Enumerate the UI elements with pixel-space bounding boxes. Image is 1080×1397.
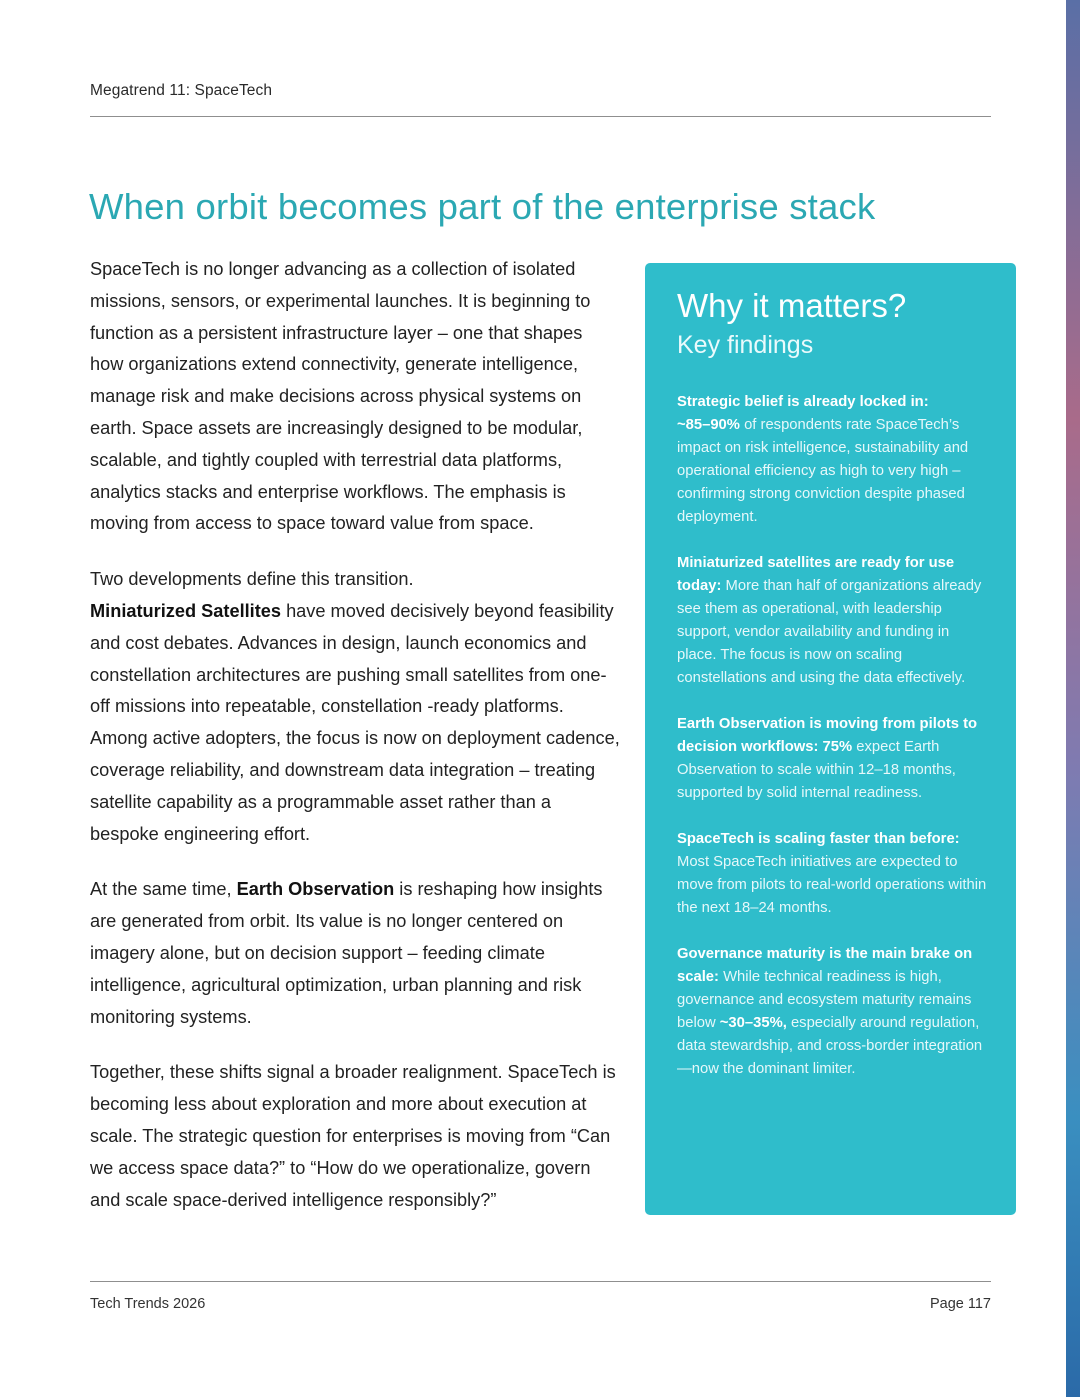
finding-item [677,552,992,690]
finding-lead: Governance maturity is the main brake on scale: [677,946,973,985]
key-findings-panel [645,263,1016,1215]
decorative-edge-strip [1066,0,1080,1397]
finding-text: More than half of organizations already see them as operational, with leadership support, vendor availability and funding in place. The focus is now on scaling constellations and using the data effectively. [677,578,982,686]
finding-lead: Earth Observation is moving from pilots to decision workflows: [677,716,978,755]
finding-text: Most SpaceTech initiatives are expected to move from pilots to real-world operations within the next 18–24 months. [677,854,987,916]
finding-item [677,828,992,920]
paragraph-conclusion: Together, these shifts signal a broader realignment. SpaceTech is becoming less about exploration and more about execution at scale. The strategic question for enterprises is moving from “Can we access space data?” to “How do we operationalize, govern and scale space-derived intelligence responsibly?” [90,1062,616,1210]
finding-text: expect Earth Observation to scale within 12–18 months, supported by solid internal readiness. [677,739,956,801]
footer-publication-title: Tech Trends 2026 [90,1296,206,1312]
header-divider [90,116,991,117]
finding-stat: ~85–90% [677,417,740,433]
page-title: When orbit becomes part of the enterprise stack [89,186,876,227]
finding-text: of respondents rate SpaceTech’s impact on risk intelligence, sustainability and operational efficiency as high to very high – confirming strong conviction despite phased deployment. [677,417,969,525]
paragraph-text: have moved decisively beyond feasibility and cost debates. Advances in design, launch economics and constellation architectures are pushing small satellites from one-off missions into repeatable, constellation -ready platforms. Among active adopters, the focus is now on deployment cadence, coverage reliability, and downstream data integration – treating satellite capability as a programmable asset rather than a bespoke engineering effort. [90,600,620,844]
body-text-column [90,254,620,1240]
findings-list [677,391,992,1081]
finding-lead: Strategic belief is already locked in: [677,394,929,410]
panel-subtitle: Key findings [677,331,814,359]
finding-text: While technical readiness is high, governance and ecosystem maturity remains below [677,969,972,1031]
finding-lead: SpaceTech is scaling faster than before: [677,831,960,847]
paragraph-miniaturized-satellites [90,564,620,850]
paragraph-text: At the same time, [90,879,237,900]
panel-title: Why it matters? [677,287,907,324]
finding-item [677,943,992,1081]
term-miniaturized-satellites: Miniaturized Satellites [90,600,282,621]
running-head: Megatrend 11: SpaceTech [90,82,273,99]
finding-stat: ~30–35%, [719,1015,787,1031]
footer-divider [90,1281,991,1282]
finding-text: especially around regulation, data stewardship, and cross-border integration—now the dominant limiter. [677,1015,983,1077]
paragraph-intro: SpaceTech is no longer advancing as a collection of isolated missions, sensors, or experimental launches. It is beginning to function as a persistent infrastructure layer – one that shapes how organizations extend connectivity, generate intelligence, manage risk and make decisions across physical systems on earth. Space assets are increasingly designed to be modular, scalable, and tightly coupled with terrestrial data platforms, analytics stacks and enterprise workflows. The emphasis is moving from access to space toward value from space. [90,259,591,534]
finding-item [677,713,992,805]
term-earth-observation: Earth Observation [236,879,395,900]
paragraph-text: is reshaping how insights are generated from orbit. Its value is no longer centered on imagery alone, but on decision support – feeding climate intelligence, agricultural optimization, urban planning and risk monitoring systems. [90,879,603,1027]
finding-stat: 75% [822,739,853,755]
finding-lead: Miniaturized satellites are ready for use today: [677,555,955,594]
paragraph-lead-sentence: Two developments define this transition. [90,569,414,590]
page-number: Page 117 [929,1296,991,1312]
paragraph-earth-observation [90,874,620,1033]
finding-item [677,391,992,529]
